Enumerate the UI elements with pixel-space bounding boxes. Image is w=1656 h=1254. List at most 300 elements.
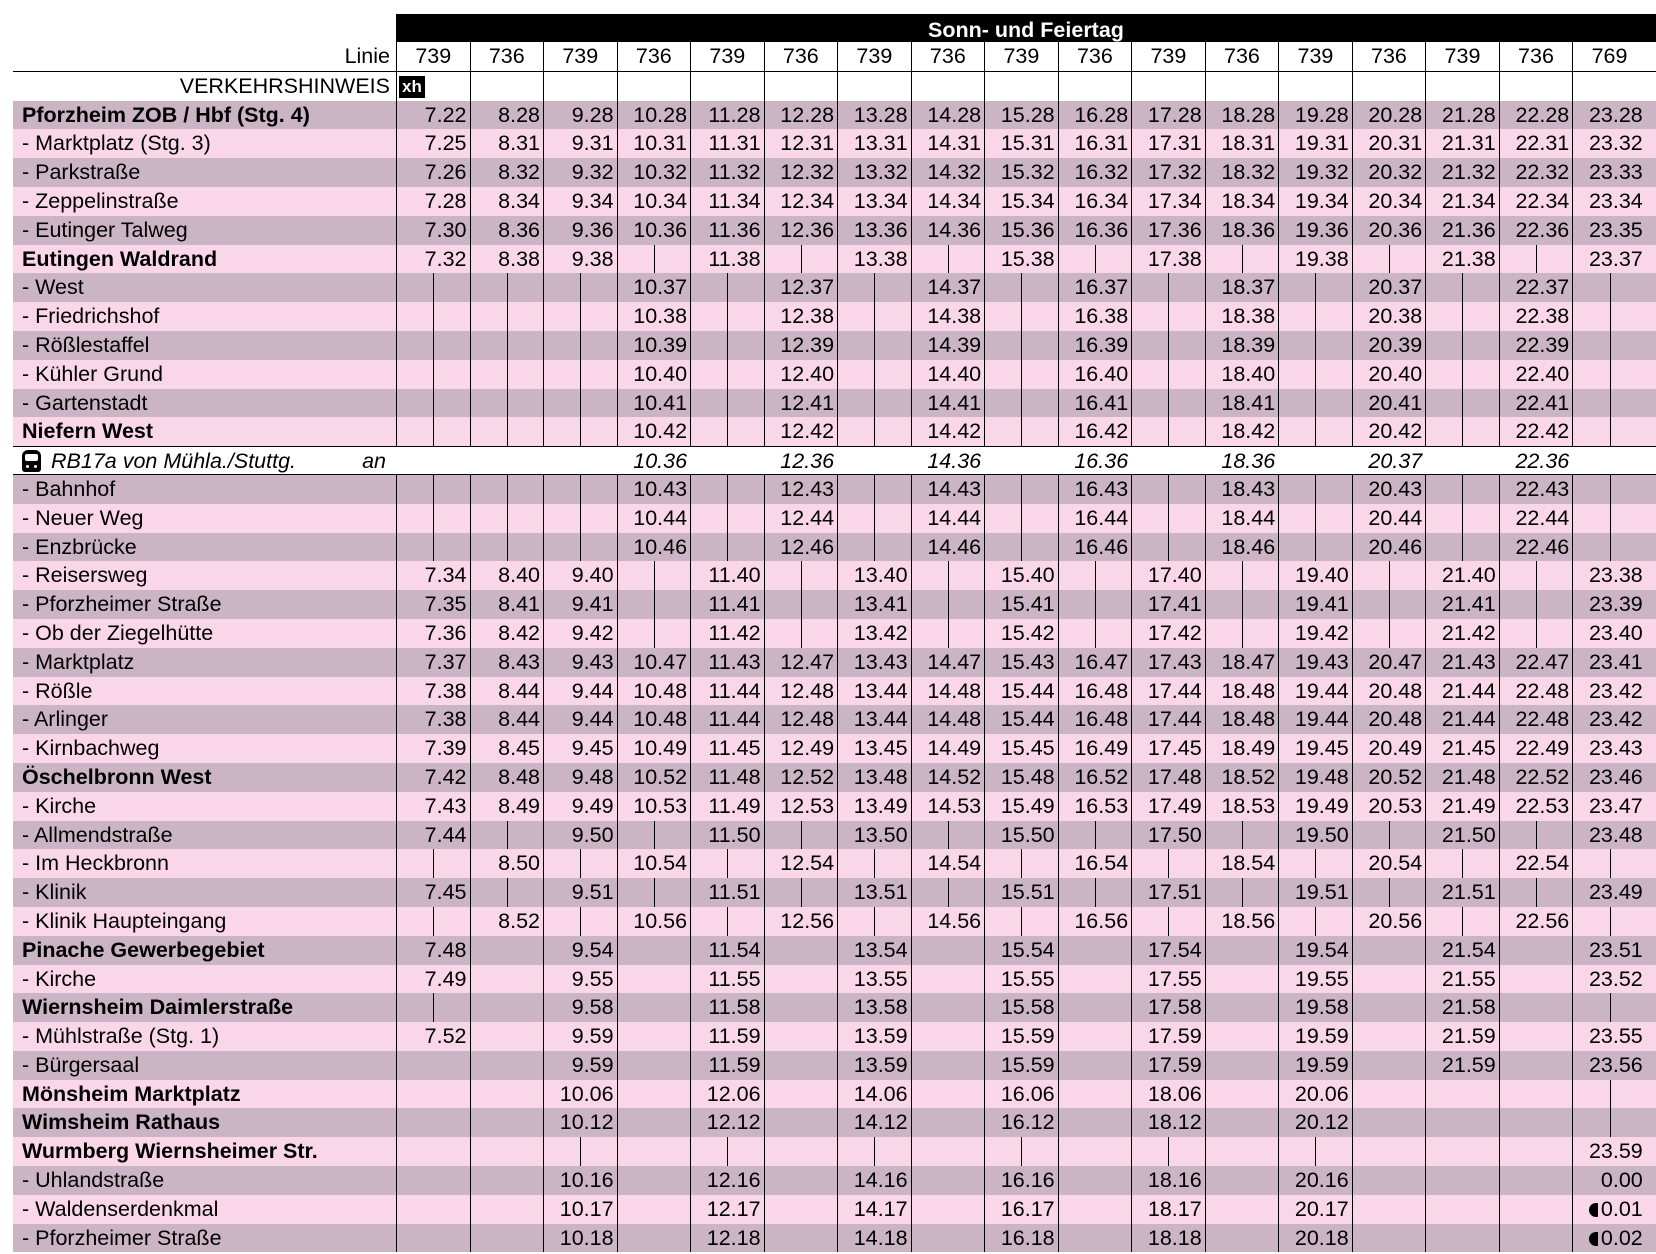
stop-row [13, 763, 1656, 792]
departure-time [1425, 1137, 1499, 1166]
pass-through [543, 504, 617, 533]
train-icon [22, 450, 41, 472]
departure-time: 14.43 [911, 475, 985, 504]
stop-name: - Rößlestaffel [22, 332, 150, 357]
departure-time: 8.28 [470, 101, 544, 130]
departure-time: 19.44 [1278, 705, 1352, 734]
pass-through [764, 878, 838, 907]
departure-time: 18.16 [1131, 1166, 1205, 1195]
departure-time: 8.44 [470, 677, 544, 706]
train-time: 12.36 [780, 449, 835, 474]
departure-time: 11.45 [690, 734, 764, 763]
departure-time: 20.44 [1352, 504, 1426, 533]
departure-time: 21.32 [1425, 158, 1499, 187]
departure-time: 22.54 [1499, 849, 1573, 878]
departure-time: 20.18 [1278, 1224, 1352, 1253]
departure-time: 9.54 [543, 936, 617, 965]
pass-through [1425, 849, 1499, 878]
departure-time: 10.46 [617, 533, 691, 562]
departure-time: 8.50 [470, 849, 544, 878]
line-number: 739 [690, 42, 764, 71]
departure-time: 8.34 [470, 187, 544, 216]
departure-time: 15.40 [984, 561, 1058, 590]
pass-through [984, 360, 1058, 389]
stop-row [13, 590, 1656, 619]
departure-time: 20.28 [1352, 101, 1426, 130]
departure-time: 14.34 [911, 187, 985, 216]
departure-time: 11.58 [690, 993, 764, 1022]
departure-time: 9.38 [543, 245, 617, 274]
stop-name: - Parkstraße [22, 160, 141, 185]
stop-row [13, 561, 1656, 590]
departure-time: 8.42 [470, 619, 544, 648]
departure-time: 13.51 [837, 878, 911, 907]
departure-time: 7.49 [396, 965, 470, 994]
pass-through [1572, 504, 1646, 533]
departure-time: 17.45 [1131, 734, 1205, 763]
departure-time [764, 993, 838, 1022]
departure-time [617, 993, 691, 1022]
departure-time: 22.48 [1499, 705, 1573, 734]
pass-through [1352, 590, 1426, 619]
departure-time [1499, 1166, 1573, 1195]
stop-name: Öschelbronn West [22, 764, 212, 789]
departure-time: 9.51 [543, 878, 617, 907]
pass-through [690, 475, 764, 504]
departure-time [1205, 1224, 1279, 1253]
departure-time: 9.40 [543, 561, 617, 590]
departure-time [1499, 993, 1573, 1022]
departure-time: 7.42 [396, 763, 470, 792]
stop-row [13, 648, 1656, 677]
departure-time [911, 1224, 985, 1253]
stop-name: - Rößle [22, 678, 93, 703]
pass-through [1058, 561, 1132, 590]
departure-time [1352, 1137, 1426, 1166]
pass-through [1205, 561, 1279, 590]
pass-through [1131, 849, 1205, 878]
pass-through [837, 849, 911, 878]
departure-time: 14.52 [911, 763, 985, 792]
stop-name: Mönsheim Marktplatz [22, 1081, 241, 1106]
departure-time [911, 1080, 985, 1109]
departure-time: 10.49 [617, 734, 691, 763]
departure-time: 19.49 [1278, 792, 1352, 821]
departure-time: 9.43 [543, 648, 617, 677]
departure-time [1058, 1195, 1132, 1224]
stop-row [13, 158, 1656, 187]
departure-time: 12.43 [764, 475, 838, 504]
timetable-title: Sonn- und Feiertag [396, 14, 1656, 42]
pass-through [837, 533, 911, 562]
departure-time: 20.40 [1352, 360, 1426, 389]
departure-time: 10.52 [617, 763, 691, 792]
departure-time [911, 1166, 985, 1195]
departure-time: 8.44 [470, 705, 544, 734]
departure-time: 16.38 [1058, 302, 1132, 331]
departure-time: 7.45 [396, 878, 470, 907]
departure-time [1352, 1022, 1426, 1051]
departure-time: 22.36 [1499, 216, 1573, 245]
departure-time: 9.41 [543, 590, 617, 619]
hinweis-badge: xh [399, 76, 425, 98]
departure-time: 23.55 [1572, 1022, 1646, 1051]
departure-time: 12.46 [764, 533, 838, 562]
pass-through [1572, 475, 1646, 504]
stop-row [13, 734, 1656, 763]
line-number: 739 [1278, 42, 1352, 71]
departure-time: 14.41 [911, 389, 985, 418]
departure-time [764, 1137, 838, 1166]
pass-through [1499, 561, 1573, 590]
departure-time: 11.44 [690, 677, 764, 706]
stop-name: - Eutinger Talweg [22, 217, 188, 242]
departure-time: 17.28 [1131, 101, 1205, 130]
departure-time: 19.59 [1278, 1022, 1352, 1051]
departure-time: 22.47 [1499, 648, 1573, 677]
departure-time: 19.59 [1278, 1051, 1352, 1080]
departure-time: 13.31 [837, 129, 911, 158]
departure-time: 20.06 [1278, 1080, 1352, 1109]
departure-time [1352, 1108, 1426, 1137]
departure-time: 15.44 [984, 677, 1058, 706]
departure-time [396, 1195, 470, 1224]
departure-time [1499, 1195, 1573, 1224]
departure-time: 13.44 [837, 705, 911, 734]
departure-time: 12.28 [764, 101, 838, 130]
train-time [690, 447, 764, 474]
departure-time [470, 1137, 544, 1166]
departure-time: 11.59 [690, 1022, 764, 1051]
departure-time: 14.17 [837, 1195, 911, 1224]
departure-time: 21.44 [1425, 705, 1499, 734]
pass-through [1131, 504, 1205, 533]
departure-time: 12.16 [690, 1166, 764, 1195]
departure-time: 16.54 [1058, 849, 1132, 878]
stop-row [13, 273, 1656, 302]
departure-time: 17.44 [1131, 677, 1205, 706]
departure-time [1058, 1022, 1132, 1051]
departure-time: 11.38 [690, 245, 764, 274]
stop-row [13, 792, 1656, 821]
line-number: 739 [1131, 42, 1205, 71]
pass-through [1131, 907, 1205, 936]
departure-time: 7.38 [396, 677, 470, 706]
departure-time: 23.43 [1572, 734, 1646, 763]
departure-time: 11.48 [690, 763, 764, 792]
departure-time: 23.51 [1572, 936, 1646, 965]
pass-through [1352, 619, 1426, 648]
departure-time: 20.54 [1352, 849, 1426, 878]
stop-name: Wimsheim Rathaus [22, 1110, 221, 1135]
pass-through [470, 821, 544, 850]
line-number: 739 [396, 42, 470, 71]
pass-through [837, 302, 911, 331]
departure-time: 13.40 [837, 561, 911, 590]
departure-time [1058, 1108, 1132, 1137]
pass-through [1352, 561, 1426, 590]
pass-through [984, 849, 1058, 878]
departure-time: 18.06 [1131, 1080, 1205, 1109]
pass-through [690, 1137, 764, 1166]
pass-through [690, 417, 764, 446]
departure-time: 9.42 [543, 619, 617, 648]
pass-through [764, 561, 838, 590]
departure-time: 18.54 [1205, 849, 1279, 878]
departure-time: 16.48 [1058, 677, 1132, 706]
pass-through [617, 878, 691, 907]
departure-time: 18.31 [1205, 129, 1279, 158]
departure-time: 22.39 [1499, 331, 1573, 360]
departure-time: 19.43 [1278, 648, 1352, 677]
departure-time: 19.41 [1278, 590, 1352, 619]
hinweis-label: VERKEHRSHINWEIS [179, 73, 390, 98]
departure-time: 12.47 [764, 648, 838, 677]
departure-time [911, 965, 985, 994]
stop-row [13, 1195, 1656, 1224]
departure-time: 15.44 [984, 705, 1058, 734]
departure-time: 21.43 [1425, 648, 1499, 677]
departure-time: 15.38 [984, 245, 1058, 274]
departure-time [1205, 1166, 1279, 1195]
departure-time: 16.49 [1058, 734, 1132, 763]
pass-through [837, 417, 911, 446]
departure-time [1058, 1137, 1132, 1166]
line-number: 736 [1352, 42, 1426, 71]
pass-through [1058, 590, 1132, 619]
departure-time [911, 936, 985, 965]
stop-row [13, 1166, 1656, 1195]
pass-through [543, 907, 617, 936]
departure-time: 10.40 [617, 360, 691, 389]
departure-time: 7.25 [396, 129, 470, 158]
departure-time [911, 1022, 985, 1051]
departure-time: 20.43 [1352, 475, 1426, 504]
pass-through [690, 331, 764, 360]
departure-time: 21.49 [1425, 792, 1499, 821]
pass-through [1205, 821, 1279, 850]
stop-row [13, 936, 1656, 965]
pass-through [543, 360, 617, 389]
departure-time: 15.28 [984, 101, 1058, 130]
departure-time: 15.31 [984, 129, 1058, 158]
pass-through [984, 533, 1058, 562]
pass-through [1278, 907, 1352, 936]
hinweis-cell [1058, 72, 1132, 101]
pass-through [396, 360, 470, 389]
pass-through [911, 245, 985, 274]
pass-through [1352, 245, 1426, 274]
stop-name: - Kirche [22, 966, 97, 991]
stop-name: Wiernsheim Daimlerstraße [22, 995, 294, 1020]
departure-time [1425, 1080, 1499, 1109]
pass-through [1278, 1137, 1352, 1166]
departure-time: 20.39 [1352, 331, 1426, 360]
departure-time: 18.47 [1205, 648, 1279, 677]
departure-time: 10.18 [543, 1224, 617, 1253]
departure-time: 18.36 [1205, 216, 1279, 245]
pass-through [617, 619, 691, 648]
departure-time [470, 936, 544, 965]
arrival-marker: an [362, 449, 386, 474]
departure-time: 20.32 [1352, 158, 1426, 187]
departure-time [1205, 936, 1279, 965]
departure-time: 15.58 [984, 993, 1058, 1022]
departure-time: 14.16 [837, 1166, 911, 1195]
pass-through [911, 561, 985, 590]
departure-time: 18.17 [1131, 1195, 1205, 1224]
pass-through [396, 504, 470, 533]
departure-time: 19.38 [1278, 245, 1352, 274]
stop-name: - Pforzheimer Straße [22, 592, 222, 617]
line-number-row [13, 42, 1656, 72]
departure-time: 16.52 [1058, 763, 1132, 792]
stop-name: - Arlinger [22, 707, 109, 732]
hinweis-cell [1205, 72, 1279, 101]
train-time: 10.36 [633, 449, 688, 474]
departure-time: 9.49 [543, 792, 617, 821]
stop-name: Eutingen Waldrand [22, 246, 218, 271]
departure-time: 8.38 [470, 245, 544, 274]
departure-time: 19.36 [1278, 216, 1352, 245]
departure-time: 10.31 [617, 129, 691, 158]
departure-time: 10.36 [617, 216, 691, 245]
departure-time [617, 1022, 691, 1051]
departure-time: 14.48 [911, 677, 985, 706]
departure-time: 7.38 [396, 705, 470, 734]
departure-time: 13.58 [837, 993, 911, 1022]
departure-time [1058, 1051, 1132, 1080]
departure-time: 10.48 [617, 677, 691, 706]
pass-through [1425, 302, 1499, 331]
departure-time: 21.59 [1425, 1051, 1499, 1080]
departure-time: 15.34 [984, 187, 1058, 216]
stop-row [13, 1108, 1656, 1137]
departure-time [1352, 1195, 1426, 1224]
pass-through [1425, 475, 1499, 504]
departure-time: 22.44 [1499, 504, 1573, 533]
departure-time: 23.39 [1572, 590, 1646, 619]
pass-through [911, 590, 985, 619]
departure-time: 11.34 [690, 187, 764, 216]
pass-through [984, 302, 1058, 331]
departure-time: 23.33 [1572, 158, 1646, 187]
departure-time: 0.00 [1572, 1166, 1646, 1195]
departure-time [396, 1108, 470, 1137]
departure-time: 8.41 [470, 590, 544, 619]
departure-time [1425, 1166, 1499, 1195]
departure-time [1205, 965, 1279, 994]
stop-row [13, 849, 1656, 878]
departure-time: 19.34 [1278, 187, 1352, 216]
departure-time: 8.40 [470, 561, 544, 590]
departure-time: 23.28 [1572, 101, 1646, 130]
stop-row [13, 1137, 1656, 1166]
train-time [1278, 447, 1352, 474]
departure-time: 16.46 [1058, 533, 1132, 562]
departure-time: 22.48 [1499, 677, 1573, 706]
departure-time [911, 1051, 985, 1080]
pass-through [1205, 878, 1279, 907]
departure-time: 15.50 [984, 821, 1058, 850]
departure-time: 20.53 [1352, 792, 1426, 821]
pass-through [396, 533, 470, 562]
departure-time [911, 1195, 985, 1224]
line-number: 769 [1572, 42, 1646, 71]
departure-time: 22.37 [1499, 273, 1573, 302]
stop-name: - Neuer Weg [22, 505, 144, 530]
pass-through [543, 417, 617, 446]
pass-through [984, 475, 1058, 504]
pass-through [1572, 533, 1646, 562]
departure-time: 15.42 [984, 619, 1058, 648]
departure-time [396, 1166, 470, 1195]
pass-through [1131, 360, 1205, 389]
departure-time: 22.28 [1499, 101, 1573, 130]
departure-time: 18.44 [1205, 504, 1279, 533]
hinweis-cell [1425, 72, 1499, 101]
departure-time: 11.41 [690, 590, 764, 619]
stop-name: - Marktplatz (Stg. 3) [22, 131, 211, 156]
departure-time: 20.52 [1352, 763, 1426, 792]
departure-time [396, 1224, 470, 1253]
pass-through [1572, 273, 1646, 302]
departure-time: 7.43 [396, 792, 470, 821]
departure-time: 12.12 [690, 1108, 764, 1137]
stop-row [13, 360, 1656, 389]
departure-time [617, 936, 691, 965]
departure-time: 17.44 [1131, 705, 1205, 734]
departure-time-value: 0.02 [1600, 1225, 1643, 1250]
departure-time [1572, 1224, 1646, 1253]
departure-time: 21.54 [1425, 936, 1499, 965]
pass-through [837, 907, 911, 936]
pass-through [1572, 302, 1646, 331]
stop-name: - Ob der Ziegelhütte [22, 620, 214, 645]
pass-through [837, 273, 911, 302]
departure-time: 9.59 [543, 1022, 617, 1051]
departure-time: 19.31 [1278, 129, 1352, 158]
pass-through [543, 273, 617, 302]
pass-through [543, 1137, 617, 1166]
departure-time [1352, 936, 1426, 965]
departure-time [1352, 965, 1426, 994]
departure-time: 9.44 [543, 705, 617, 734]
pass-through [470, 302, 544, 331]
pass-through [984, 273, 1058, 302]
stop-row [13, 475, 1656, 504]
pass-through [470, 878, 544, 907]
departure-time: 13.54 [837, 936, 911, 965]
pass-through [1131, 475, 1205, 504]
hinweis-cell [1278, 72, 1352, 101]
departure-time: 23.49 [1572, 878, 1646, 907]
stop-row [13, 993, 1656, 1022]
departure-time [911, 1137, 985, 1166]
hinweis-cell [837, 72, 911, 101]
departure-time: 16.41 [1058, 389, 1132, 418]
stop-row [13, 965, 1656, 994]
departure-time: 7.52 [396, 1022, 470, 1051]
departure-time: 23.42 [1572, 677, 1646, 706]
departure-time: 7.28 [396, 187, 470, 216]
departure-time: 7.26 [396, 158, 470, 187]
departure-time: 23.52 [1572, 965, 1646, 994]
departure-time: 14.37 [911, 273, 985, 302]
pass-through [470, 273, 544, 302]
departure-time: 15.45 [984, 734, 1058, 763]
pass-through [1131, 331, 1205, 360]
